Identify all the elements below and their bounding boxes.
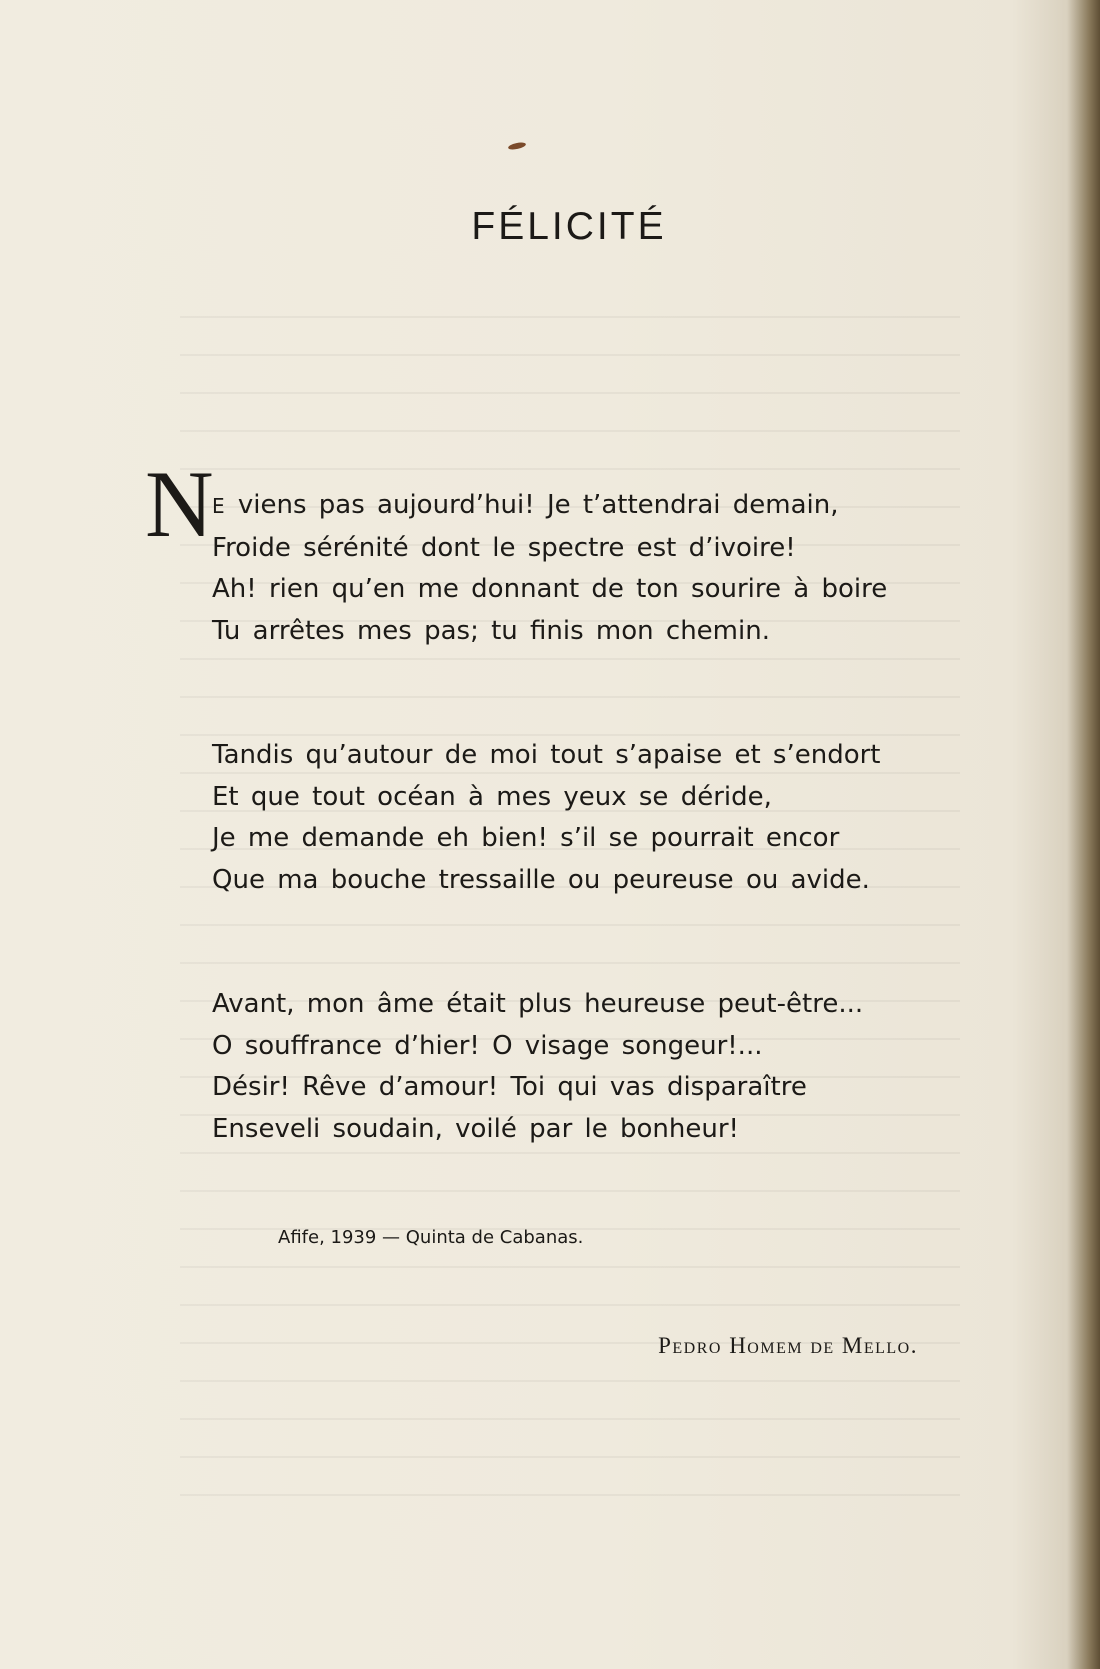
poem-line: O souffrance d’hier! O visage songeur!... (212, 1030, 763, 1061)
poem-line: Tu arrêtes mes pas; tu finis mon chemin. (212, 615, 770, 646)
stanza-2 (212, 735, 932, 901)
first-line-text: viens pas aujourd’hui! Je t’attendrai demain, (225, 490, 839, 520)
poem-line: Désir! Rêve d’amour! Toi qui vas disparaître (212, 1072, 807, 1102)
stanza-3 (212, 984, 932, 1150)
poem-line: Ah! rien qu’en me donnant de ton sourire à boire (212, 574, 888, 604)
poem-line: Que ma bouche tressaille ou peureuse ou avide. (212, 864, 870, 895)
poem-body (212, 485, 932, 1150)
poem-line (212, 485, 932, 528)
place-date-line: Afife, 1939 — Quinta de Cabanas. (278, 1227, 584, 1248)
small-cap-letter: E (212, 494, 226, 518)
poem-line: Enseveli soudain, voilé par le bonheur! (212, 1113, 739, 1144)
poem-line: Froide sérénité dont le spectre est d’ivoire! (212, 532, 796, 563)
poem-line: Tandis qu’autour de moi tout s’apaise et s’endort (212, 740, 881, 770)
poem-title: FÉLICITÉ (471, 205, 667, 248)
ink-mark-ornament (508, 141, 527, 151)
poem-line: Et que tout océan à mes yeux se déride, (212, 781, 772, 812)
drop-cap: N (145, 451, 214, 557)
author-signature: Pedro Homem de Mello. (658, 1333, 918, 1358)
stanza-1 (212, 485, 932, 652)
poem-line: Je me demande eh bien! s’il se pourrait encor (212, 823, 840, 853)
poem-line: Avant, mon âme était plus heureuse peut-être... (212, 989, 864, 1019)
